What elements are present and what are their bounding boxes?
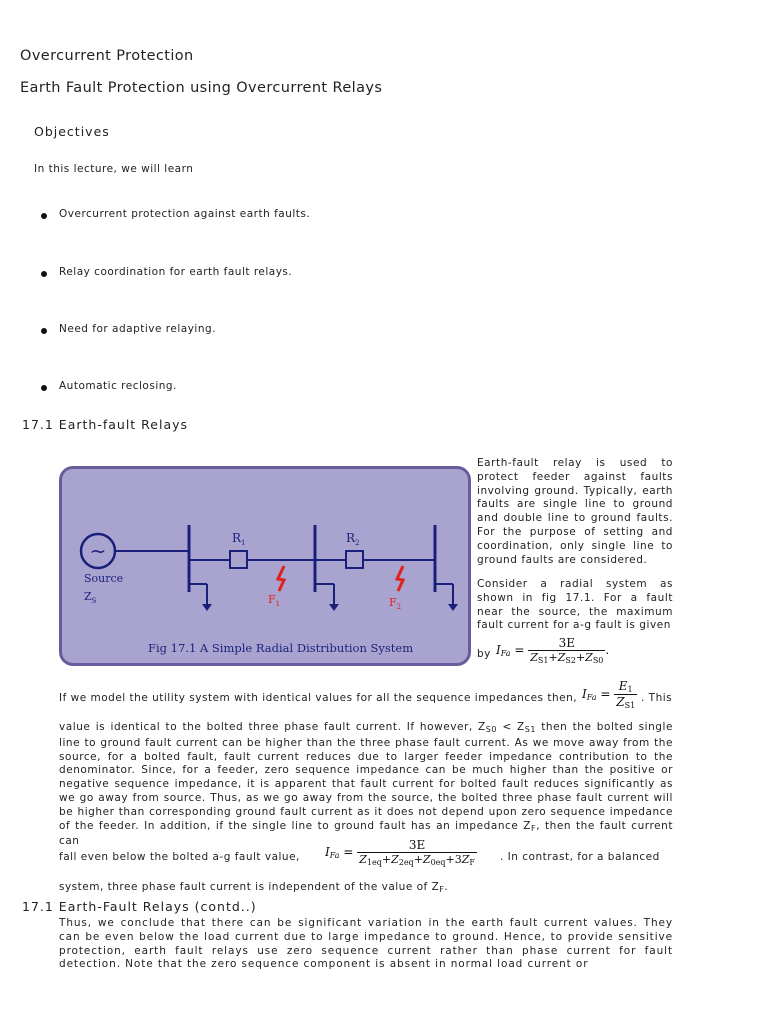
zs-label: $Z_S$ (84, 590, 97, 605)
tilde-symbol: ~ (89, 539, 107, 563)
section-heading-contd: 17.1 Earth-Fault Relays (contd..) (22, 899, 257, 914)
source-label: Source (84, 572, 124, 585)
load-arrow-icon (448, 604, 458, 611)
r1-label: $R_1$ (232, 531, 246, 547)
page-subtitle: Earth Fault Protection using Overcurrent Relays (20, 80, 383, 96)
fall-text-end: . In contrast, for a balanced (500, 851, 660, 863)
f1-label: $F_1$ (268, 593, 281, 608)
radial-system-figure (59, 466, 471, 666)
relay-r1 (230, 551, 247, 568)
formula-ifa-3: $I_{Fa}$ = $\frac{3E}{Z_{1eq}+Z_{2eq}+Z_{0eq}+3Z_F}$ (325, 838, 475, 867)
list-item: Automatic reclosing. (59, 380, 177, 392)
f2-label: $F_2$ (389, 596, 402, 611)
r2-label: $R_2$ (346, 531, 360, 547)
fall-text: fall even below the bolted a-g fault value, (59, 851, 300, 863)
page-title: Overcurrent Protection (20, 48, 194, 64)
load-arrow-icon (329, 604, 339, 611)
model-line-end: . This (641, 692, 673, 704)
right-paragraph-1: Earth-fault relay is used to protect feeder against faults involving ground. Typically, earth faults are single line to ground and double line to ground faults. For the purpose of setting and coordination, only single line to ground faults are considered. (477, 457, 673, 566)
load-arrow-icon (202, 604, 212, 611)
list-item: Overcurrent protection against earth faults. (59, 208, 311, 220)
system-text: system, three phase fault current is independent of the value of $Z_F$. (59, 881, 449, 894)
lightning-f1-icon (278, 566, 284, 591)
bullet-icon (41, 271, 47, 277)
formula-ifa-1: $I_{Fa}$ = $\frac{3E}{Z_{S1}+Z_{S2}+Z_{S0}}$ . (496, 636, 610, 665)
section-heading: 17.1 Earth-fault Relays (22, 417, 189, 432)
bullet-icon (41, 385, 47, 391)
contd-paragraph: Thus, we conclude that there can be significant variation in the earth fault current values. They can be even below the load current due to large impedance to ground. Hence, to provide sensitive protection, earth fault relays use zero sequence current rather than phase current for fault detection. Note that the zero sequence component is absent in normal load current or (59, 917, 673, 971)
list-item: Need for adaptive relaying. (59, 323, 216, 335)
objectives-intro: In this lecture, we will learn (34, 163, 194, 175)
model-line-text: If we model the utility system with identical values for all the sequence impedances then, (59, 692, 578, 704)
circuit-diagram (62, 469, 468, 663)
by-text: by (477, 648, 491, 660)
objectives-heading: Objectives (34, 124, 110, 139)
body-paragraph: value is identical to the bolted three phase fault current. If however, $Z_{S0} < Z_{S1}$ then the bolted single line to ground fault current can be higher than the three phase fault current. As we move away from the source, for a bolted fault, fault current reduces due to larger feeder impedance contribution to the denominator. Since, for a feeder, zero sequence impedance can be much higher than the positive or negative sequence impedance, it is apparent that fault current for bolted fault reduces significantly as we go away from source. Thus, as we go away from the source, the bolted three phase fault current will be higher than corresponding ground fault current as it does not depend upon zero sequence impedance of the feeder. In addition, if the single line to ground fault has an impedance $Z_F$, then the fault current can (59, 721, 673, 848)
lightning-f2-icon (397, 566, 403, 591)
right-paragraph-2: Consider a radial system as shown in fig 17.1. For a fault near the source, the maximum fault current for a-g fault is given (477, 578, 673, 632)
relay-r2 (346, 551, 363, 568)
list-item: Relay coordination for earth fault relays. (59, 266, 293, 278)
bullet-icon (41, 328, 47, 334)
formula-ifa-2: $I_{Fa}$ = $\frac{E_1}{Z_{S1}}$ (582, 679, 636, 710)
figure-caption: Fig 17.1 A Simple Radial Distribution System (148, 641, 414, 655)
bullet-icon (41, 213, 47, 219)
